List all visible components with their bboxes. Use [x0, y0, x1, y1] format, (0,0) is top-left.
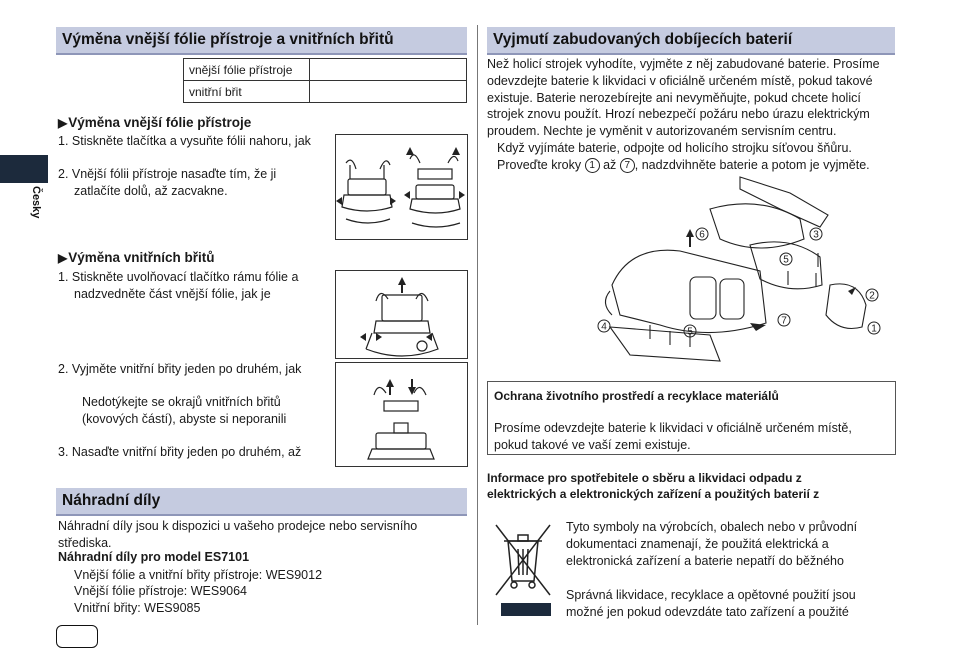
paragraph-line: proudem. Nechte je vyměnit v autorizovaném servisním centru.: [487, 124, 837, 138]
info-title: Informace pro spotřebitele o sběru a likvidaci odpadu z: [487, 471, 802, 485]
environment-box: [487, 381, 896, 455]
paragraph-line: Prosíme odevzdejte baterie k likvidaci v oficiálně určeném místě,: [494, 421, 852, 435]
step-text: 1. Stiskněte tlačítka a vysuňte fólii nahoru, jak: [58, 134, 311, 148]
section-title: Náhradní díly: [62, 492, 161, 509]
shaver-head-illustration: [336, 135, 467, 239]
crossed-bin-icon: [492, 519, 554, 619]
illustration-foil-removal: [335, 134, 468, 240]
step-text: zatlačíte dolů, až zacvakne.: [74, 184, 228, 198]
diagram-label: 1: [871, 323, 877, 335]
section-header-battery-removal: [487, 27, 895, 55]
paragraph-line: možné jen pokud odevzdáte tato zařízení a použité: [566, 605, 849, 619]
paragraph-line: strojek znovu použít. Hrozí nebezpečí požáru nebo úrazu elektrickým: [487, 107, 870, 121]
note-line: Proveďte kroky 1 až 7 , nadzdvihněte baterie a potom je vyjměte.: [497, 158, 870, 172]
side-language-tab: [0, 155, 48, 183]
paragraph-line: elektronická zařízení a baterie nepatří do běžného: [566, 554, 844, 568]
list-item: Vnější fólie a vnitřní břity přístroje: WES9012: [74, 568, 323, 582]
step-text: 2. Vnější fólii přístroje nasaďte tím, že ji: [58, 167, 277, 181]
diagram-label: 5: [687, 326, 693, 338]
paragraph-line: pokud takové ve vaší zemi existuje.: [494, 438, 691, 452]
section-title: Vyjmutí zabudovaných dobíjecích baterií: [493, 31, 793, 48]
page-number-box: [56, 625, 98, 648]
illustration-frame-release: [335, 270, 468, 359]
triangle-right-icon: ▶: [58, 251, 68, 265]
paragraph-line: Náhradní díly jsou k dispozici u vašeho prodejce nebo servisního: [58, 519, 418, 533]
diagram-label: 3: [813, 229, 819, 241]
diagram-label: 2: [869, 290, 875, 302]
step-text: 3. Nasaďte vnitřní břity jeden po druhém, až: [58, 445, 302, 459]
battery-removal-diagram: [590, 175, 895, 365]
table-cell: [310, 81, 467, 103]
subheading-inner-blades: ▶Výměna vnitřních břitů: [58, 250, 215, 265]
paragraph-line: existuje. Baterie nerozebírejte ani nevyměňujte, pokud chcete holicí: [487, 91, 861, 105]
warning-text: Nedotýkejte se okrajů vnitřních břitů: [82, 395, 281, 409]
list-item: Vnitřní břity: WES9085: [74, 601, 201, 615]
triangle-right-icon: ▶: [58, 116, 68, 130]
subheading-outer-foil: ▶Výměna vnější fólie přístroje: [58, 115, 252, 130]
list-item: Vnější fólie přístroje: WES9064: [74, 584, 247, 598]
column-divider: [477, 25, 478, 625]
step-text: nadzvedněte část vnější fólie, jak je: [74, 287, 271, 301]
info-title: elektrických a elektronických zařízení a použitých baterií z: [487, 487, 820, 501]
step-text: 1. Stiskněte uvolňovací tlačítko rámu fólie a: [58, 270, 299, 284]
section-header-spare-parts: [56, 488, 467, 516]
table-cell: vnitřní břit: [184, 81, 310, 103]
warning-text: (kovových částí), abyste si neporanili: [82, 412, 287, 426]
note-line: Když vyjímáte baterie, odpojte od holicího strojku síťovou šňůru.: [497, 141, 852, 155]
step-circle: 1: [585, 158, 600, 173]
section-header-replacement: [56, 27, 467, 55]
paragraph-line: dokumentaci znamenají, že použitá elektrická a: [566, 537, 829, 551]
step-circle: 7: [620, 158, 635, 173]
paragraph-line: Tyto symboly na výrobcích, obalech nebo v průvodní: [566, 520, 858, 534]
spare-model-title: Náhradní díly pro model ES7101: [58, 550, 250, 564]
paragraph-line: Než holicí strojek vyhodíte, vyjměte z něj zabudované baterie. Prosíme: [487, 57, 880, 71]
weee-symbol: [492, 519, 554, 619]
section-title: Výměna vnější fólie přístroje a vnitřních břitů: [62, 31, 394, 48]
paragraph-line: střediska.: [58, 536, 112, 550]
diagram-label: 7: [781, 315, 787, 327]
environment-title: Ochrana životního prostředí a recyklace materiálů: [494, 389, 779, 403]
paragraph-line: Správná likvidace, recyklace a opětovné použití jsou: [566, 588, 856, 602]
diagram-label: 5: [783, 254, 789, 266]
diagram-label: 4: [601, 321, 607, 333]
step-text: 2. Vyjměte vnitřní břity jeden po druhém, jak: [58, 362, 302, 376]
parts-table: [183, 58, 467, 103]
paragraph-line: odevzdejte baterie k likvidaci v oficiálně určeném místě, pokud takové: [487, 74, 873, 88]
table-row: [184, 81, 467, 103]
side-language-label: Česky: [30, 186, 42, 219]
illustration-blade-removal: [335, 362, 468, 467]
table-cell: vnější fólie přístroje: [184, 59, 310, 81]
table-cell: [310, 59, 467, 81]
diagram-label: 6: [699, 229, 705, 241]
table-row: [184, 59, 467, 81]
